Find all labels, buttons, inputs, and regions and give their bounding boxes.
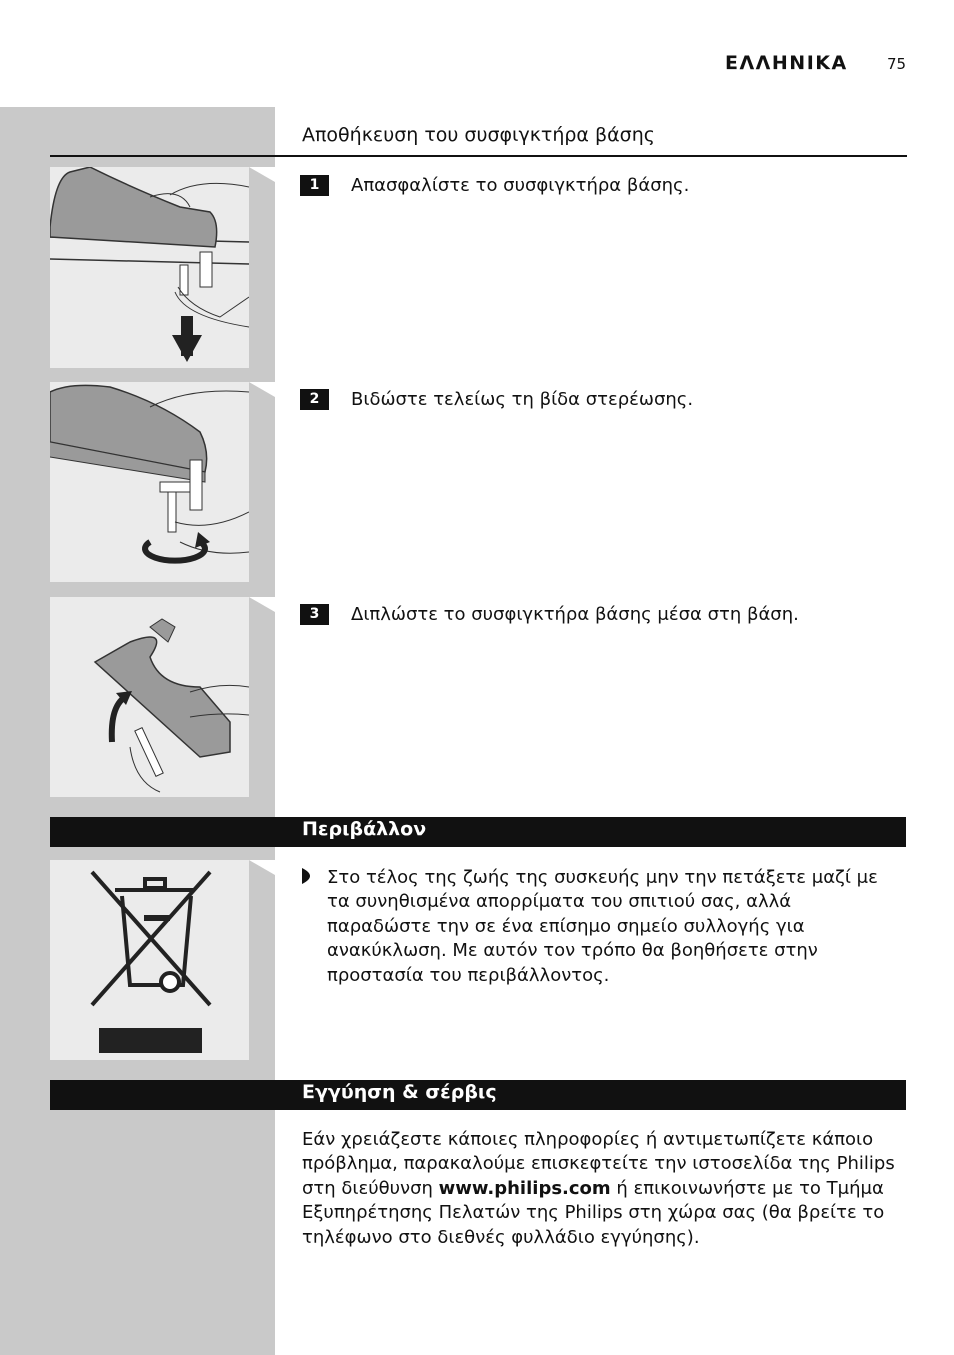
step-number: 2 [300,389,329,410]
step-3 [300,604,799,625]
figure-pointer [249,597,275,627]
figure-pointer [249,167,275,197]
environment-line: παραδώστε την σε ένα επίσημο σημείο συλλογής για [327,915,805,937]
warranty-text [302,1128,895,1250]
warranty-heading: Εγγύηση & σέρβις [302,1081,497,1103]
environment-heading: Περιβάλλον [302,818,427,840]
title-rule [50,155,907,157]
figure-recycle [50,860,249,1060]
philips-website-link[interactable]: www.philips.com [438,1177,611,1199]
warranty-line [302,1177,895,1201]
warranty-text-segment: ή επικοινωνήστε με το Τμήμα [610,1177,884,1199]
warranty-line: Εάν χρειάζεστε κάποιες πληροφορίες ή αντιμετωπίζετε κάποιο [302,1129,874,1150]
warranty-line: τηλέφωνο στο διεθνές φυλλάδιο εγγύησης). [302,1226,700,1248]
step-number: 3 [300,604,329,625]
environment-heading-band [50,817,906,847]
storage-section-title: Αποθήκευση του συσφιγκτήρα βάσης [302,124,655,146]
warranty-text-segment: στη διεύθυνση [302,1177,439,1199]
fold-clamp-illustration [50,597,249,797]
language-header: ΕΛΛΗΝΙΚΑ [725,52,848,74]
environment-line: προστασία του περιβάλλοντος. [327,964,610,986]
step-1 [300,175,689,196]
figure-fold-clamp [50,597,249,797]
unlock-clamp-illustration [50,167,249,368]
figure-unlock-clamp [50,167,249,368]
warranty-line: Εξυπηρέτησης Πελατών της Philips στη χώρα σας (θα βρείτε το [302,1202,885,1224]
environment-line: Στο τέλος της ζωής της συσκευής μην την πετάξετε μαζί με [327,867,878,888]
tighten-screw-illustration [50,382,249,582]
bullet-icon [302,868,312,887]
figure-pointer [249,860,275,890]
figure-tighten-screw [50,382,249,582]
step-number: 1 [300,175,329,196]
environment-text [327,866,878,988]
warranty-line: πρόβλημα, παρακαλούμε επισκεφτείτε την ιστοσελίδα της Philips [302,1153,895,1175]
page-number: 75 [887,55,907,73]
crossed-bin-icon [50,860,249,1060]
figure-pointer [249,382,275,412]
step-text: Διπλώστε το συσφιγκτήρα βάσης μέσα στη βάση. [351,604,799,625]
step-text: Απασφαλίστε το συσφιγκτήρα βάσης. [351,175,690,196]
step-2 [300,389,693,410]
step-text: Βιδώστε τελείως τη βίδα στερέωσης. [351,389,694,410]
environment-line: ανακύκλωση. Με αυτόν τον τρόπο θα βοηθήσετε στην [327,940,818,962]
fold-arrow-icon [112,697,125,742]
environment-line: τα συνηθισμένα απορρίματα του σπιτιού σας, αλλά [327,891,792,913]
